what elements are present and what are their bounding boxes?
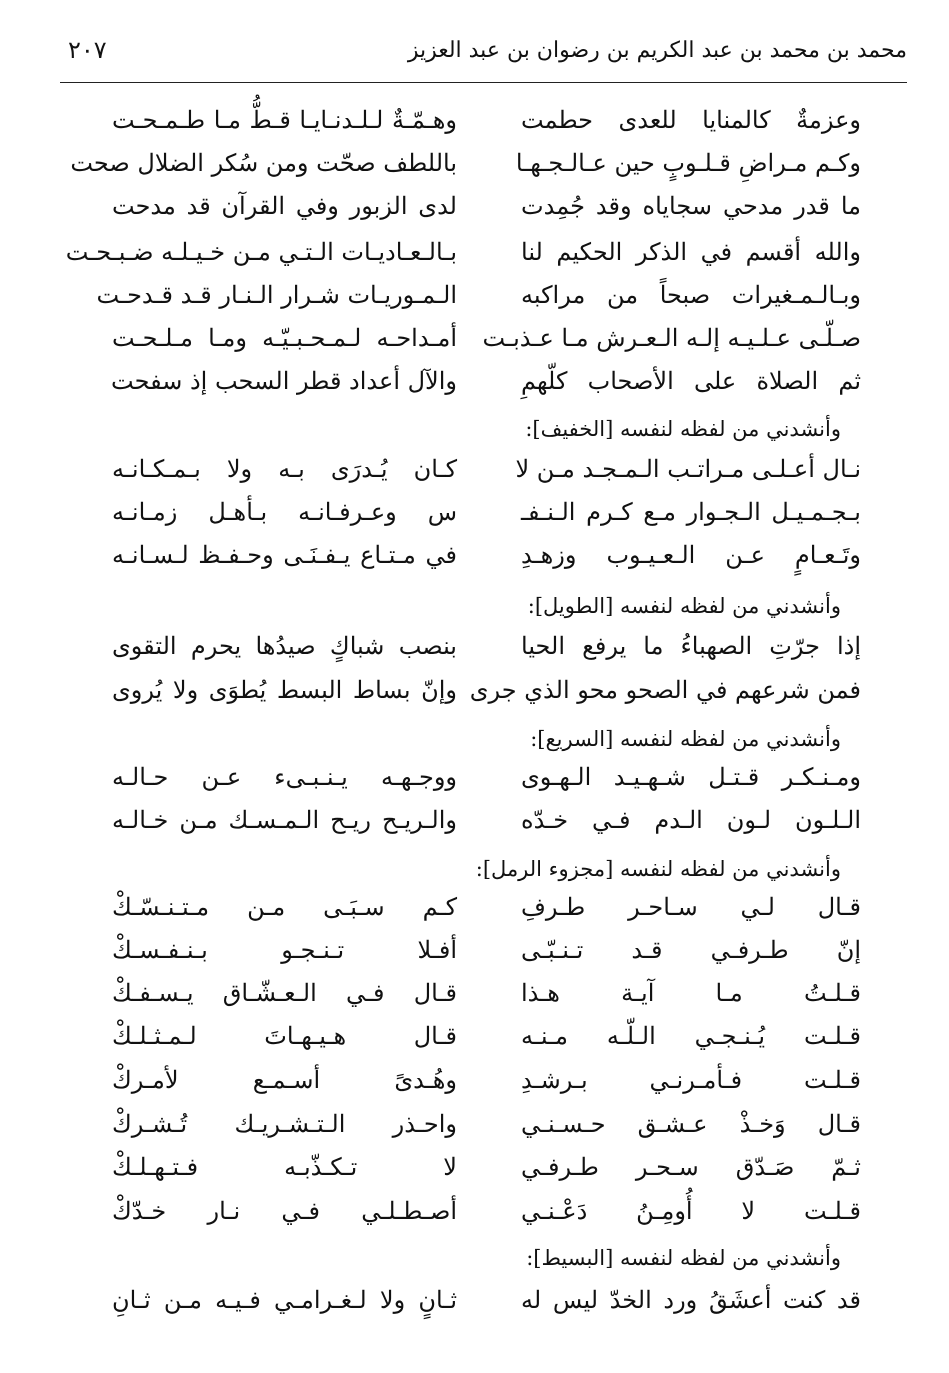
verse-line (0, 230, 949, 274)
verse-line (0, 1102, 949, 1146)
first-hemistich: صـلّـى عـلـيـه إلـه الـعـرش مـا عـذبـت (482, 324, 861, 352)
poem-intro (0, 407, 949, 451)
second-hemistich: ووجـهـه يـنـبـىء عـن حـالـه (112, 763, 457, 791)
verse-line (0, 1145, 949, 1189)
first-hemistich: قـلـتُ مـا آيـة هـذا (521, 979, 861, 1007)
intro-text: وأنشدني من لفظه لنفسه [البسيط]: (526, 1246, 841, 1270)
verse-line (0, 98, 949, 142)
verse-line (0, 533, 949, 577)
verse-line (0, 1189, 949, 1233)
poem-intro (0, 1236, 949, 1280)
first-hemistich: بـجـمـيـل الـجـوار مـع كـرم الـنـفـ (521, 498, 861, 526)
second-hemistich: ثـانٍ ولا لـغـرامـي فـيـه مـن ثـانِ (112, 1286, 457, 1314)
verse-line (0, 1014, 949, 1058)
second-hemistich: واحـذر الـتـشـريـك تُـشـركْ (112, 1110, 457, 1138)
second-hemistich: قـال فـي الـعـشّـاق يـسـفـكْ (112, 979, 457, 1007)
second-hemistich: أمـداحـه لـمـحـبـيّـه ومـا مـلـحـت (112, 324, 457, 352)
first-hemistich: فمن شرعهم في الصحو محو الذي جرى (469, 676, 861, 704)
second-hemistich: الـمـوريـات شـرار الـنـار قـد قـدحـت (96, 281, 457, 309)
verse-line (0, 755, 949, 799)
first-hemistich: ما قدر مدحي سجاياه وقد جُمِدت (521, 192, 861, 220)
verse-line (0, 928, 949, 972)
second-hemistich: س وعـرفـانـه بـأهـل زمـانـه (112, 498, 457, 526)
verse-line (0, 184, 949, 228)
verse-line (0, 1058, 949, 1102)
second-hemistich: بنصب شباكٍ صيدُها يحرم التقوى (112, 632, 457, 660)
header-rule (60, 82, 907, 83)
first-hemistich: الـلـون لـون الـدم فـي خـدّه (521, 806, 861, 834)
page-number: ٢٠٧ (68, 36, 107, 64)
first-hemistich: ومـنـكـر قـتـل شـهـيـد الـهـوى (521, 763, 861, 791)
first-hemistich: وتَـعـامٍ عـن الـعـيـوب وزهـدِ (521, 541, 861, 569)
second-hemistich: في مـتـاع يـفـنَـى وحـفـظ لـسـانـه (112, 541, 457, 569)
first-hemistich: وكـم مـراضِ قـلـوبٍ حين عـالـجـهـا (515, 149, 861, 177)
first-hemistich: وبـالـمـغيرات صبحاً من مراكبه (521, 281, 861, 309)
second-hemistich: لدى الزبور وفي القرآن قد مدحت (112, 192, 457, 220)
verse-line (0, 1278, 949, 1322)
verse-line (0, 447, 949, 491)
second-hemistich: وهُـدىً أسـمـع لأمـركْ (112, 1066, 457, 1094)
first-hemistich: وعزمةٌ كالمنايا للعدى حطمت (521, 106, 861, 134)
first-hemistich: والله أقسم في الذكر الحكيم لنا (521, 238, 861, 266)
second-hemistich: وإنّ بساط البسط يُطوَى ولا يُروى (112, 676, 457, 704)
second-hemistich: بـالـعـاديـات الـتـي مـن خـيـلـه ضـبـحـت (65, 238, 457, 266)
first-hemistich: قـال لـي سـاحـر طـرفِ (521, 893, 861, 921)
first-hemistich: إنّ طـرفـي قـد تـنـبّـى (521, 936, 861, 964)
second-hemistich: باللطف صحّت ومن سُكر الضلال صحت (70, 149, 457, 177)
first-hemistich: نـال أعـلـى مـراتـب الـمـجـد مـن لا (515, 455, 861, 483)
second-hemistich: قـال هـيـهـاتَ لـمـثـلـكْ (112, 1022, 457, 1050)
verse-line (0, 316, 949, 360)
second-hemistich: كـم سـبَـى مـن مـتـنـسّـكْ (112, 893, 457, 921)
verse-line (0, 624, 949, 668)
verse-line (0, 971, 949, 1015)
intro-text: وأنشدني من لفظه لنفسه [الطويل]: (527, 594, 841, 618)
verse-line (0, 490, 949, 534)
intro-text: وأنشدني من لفظه لنفسه [السريع]: (530, 727, 841, 751)
first-hemistich: قد كنت أعشَقُ ورد الخدّ ليس له (521, 1286, 861, 1314)
first-hemistich: إذا جرّتِ الصهباءُ ما يرفع الحيا (521, 632, 861, 660)
first-hemistich: ثم الصلاة على الأصحاب كلّهمِ (521, 367, 861, 395)
second-hemistich: كـان يُـدرَى بـه ولا بـمـكـانـه (112, 455, 457, 483)
first-hemistich: قـلـت لا أُومِـنُ دَعْـنـي (521, 1197, 861, 1225)
running-title: محمد بن محمد بن عبد الكريم بن رضوان بن عبد العزيز (407, 38, 907, 63)
page-header (60, 28, 907, 80)
verse-line (0, 141, 949, 185)
first-hemistich: ثـمّ صَـدّق سـحـر طـرفـي (521, 1153, 861, 1181)
intro-text: وأنشدني من لفظه لنفسه [الخفيف]: (525, 417, 841, 441)
second-hemistich: أصـطـلـي فـي نـار خـدّكْ (112, 1197, 457, 1225)
first-hemistich: قـلـت فـأمـرنـي بـرشـدِ (521, 1066, 861, 1094)
verse-line (0, 273, 949, 317)
first-hemistich: قـال وَخـذْ عـشـق حـسـنـي (521, 1110, 861, 1138)
second-hemistich: لا تـكـذّبـه فـتـهـلـكْ (112, 1153, 457, 1181)
verse-line (0, 885, 949, 929)
intro-text: وأنشدني من لفظه لنفسه [مجزوء الرمل]: (475, 857, 841, 881)
second-hemistich: والـريـح ريـح الـمـسـك مـن خـالـه (112, 806, 457, 834)
verse-line (0, 668, 949, 712)
second-hemistich: أفـلا تـنـجـو بـنـفـسـكْ (112, 936, 457, 964)
first-hemistich: قـلـت يُـنـجـي الـلّـه مـنـه (521, 1022, 861, 1050)
verse-line (0, 359, 949, 403)
second-hemistich: والآل أعداد قطر السحب إذ سفحت (111, 367, 457, 395)
poem-intro (0, 584, 949, 628)
second-hemistich: وهـمّـةٌ لـلـدنـايـا قـطُّ مـا طـمـحـت (112, 106, 457, 134)
verse-line (0, 798, 949, 842)
